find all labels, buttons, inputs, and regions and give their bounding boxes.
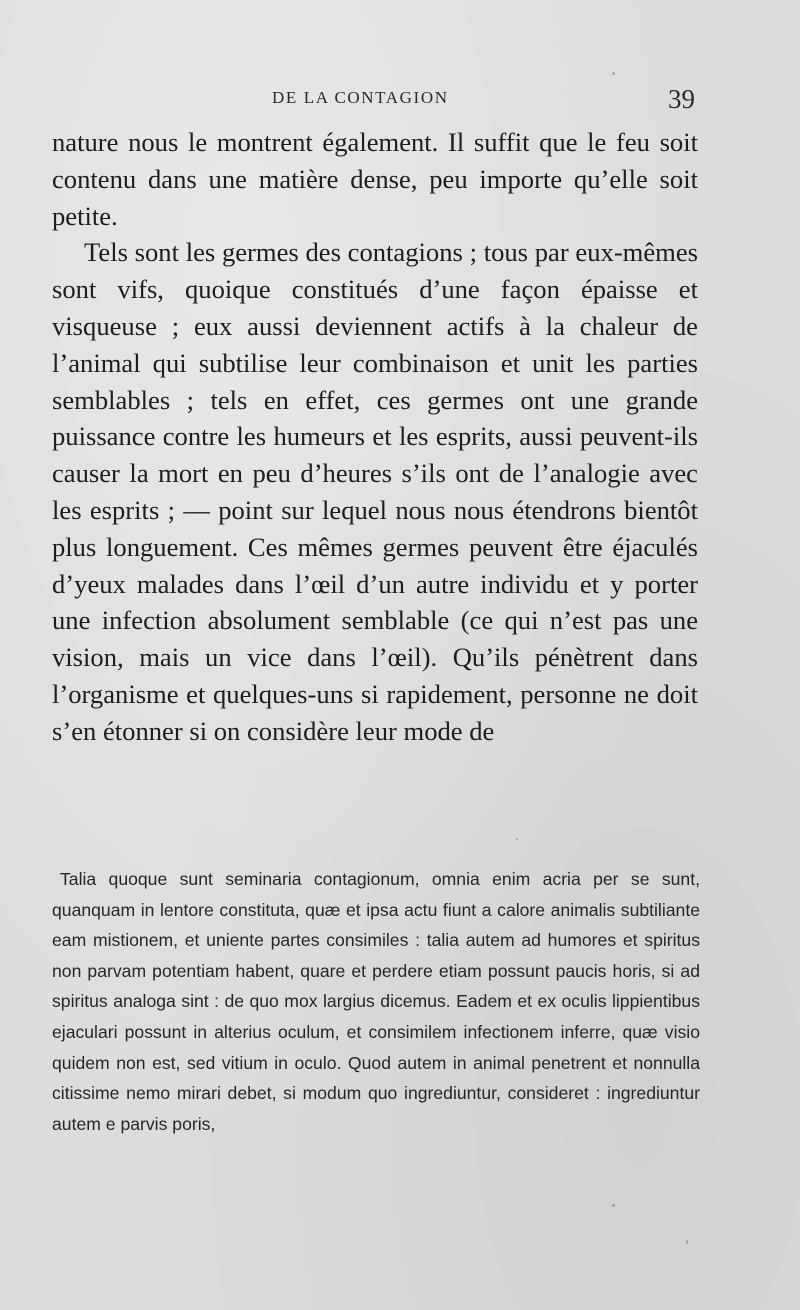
footnote-text: Talia quoque sunt seminaria contagionum, omnia enim acria per se sunt, quanquam in lentore constituta, quæ et ipsa actu fiunt a calore animalis subtiliante eam mistionem, et uniente partes consimiles : talia autem ad humores et spiritus non parvam potentiam habent, quare et perdere etiam possunt paucis horis, si ad spiritus analoga sint : de quo mox largius dicemus. Eadem et ex oculis lippientibus ejaculari possunt in alterius oculum, et consimilem infectionem inferre, quæ visio quidem non est, sed vitium in oculo. Quod autem in animal penetrent et nonnulla citissime nemo mirari debet, si modum quo ingrediuntur, consideret : ingrediuntur autem e parvis poris, bbox=[52, 869, 700, 1134]
paragraph-germs: Tels sont les germes des contagions ; tous par eux-mêmes sont vifs, quoique constitués d’une façon épaisse et visqueuse ; eux aussi deviennent actifs à la chaleur de l’animal qui subtilise leur combinaison et unit les parties semblables ; tels en effet, ces germes ont une grande puissance contre les humeurs et les esprits, aussi peuvent-ils causer la mort en peu d’heures s’ils ont de l’analogie avec les esprits ; — point sur lequel nous nous étendrons bientôt plus longuement. Ces mêmes germes peuvent être éjaculés d’yeux malades dans l’œil d’un autre individu et y porter une infection absolument semblable (ce qui n’est pas une vision, mais un vice dans l’œil). Qu’ils pénètrent dans l’organisme et quelques-uns si rapidement, personne ne doit s’en étonner si on considère leur mode de bbox=[52, 237, 698, 746]
main-text bbox=[52, 124, 698, 750]
page-header bbox=[0, 84, 800, 114]
paper-speck bbox=[612, 1204, 615, 1207]
paragraph-continued: nature nous le montrent également. Il suffit que le feu soit contenu dans une matière dense, peu importe qu’elle soit petite. bbox=[52, 127, 698, 231]
paper-speck bbox=[516, 838, 518, 840]
page-number: 39 bbox=[668, 84, 695, 114]
latin-footnote bbox=[52, 864, 700, 1139]
running-title: DE LA CONTAGION bbox=[272, 88, 449, 107]
paper-speck bbox=[612, 72, 615, 75]
paper-speck bbox=[686, 1240, 688, 1244]
